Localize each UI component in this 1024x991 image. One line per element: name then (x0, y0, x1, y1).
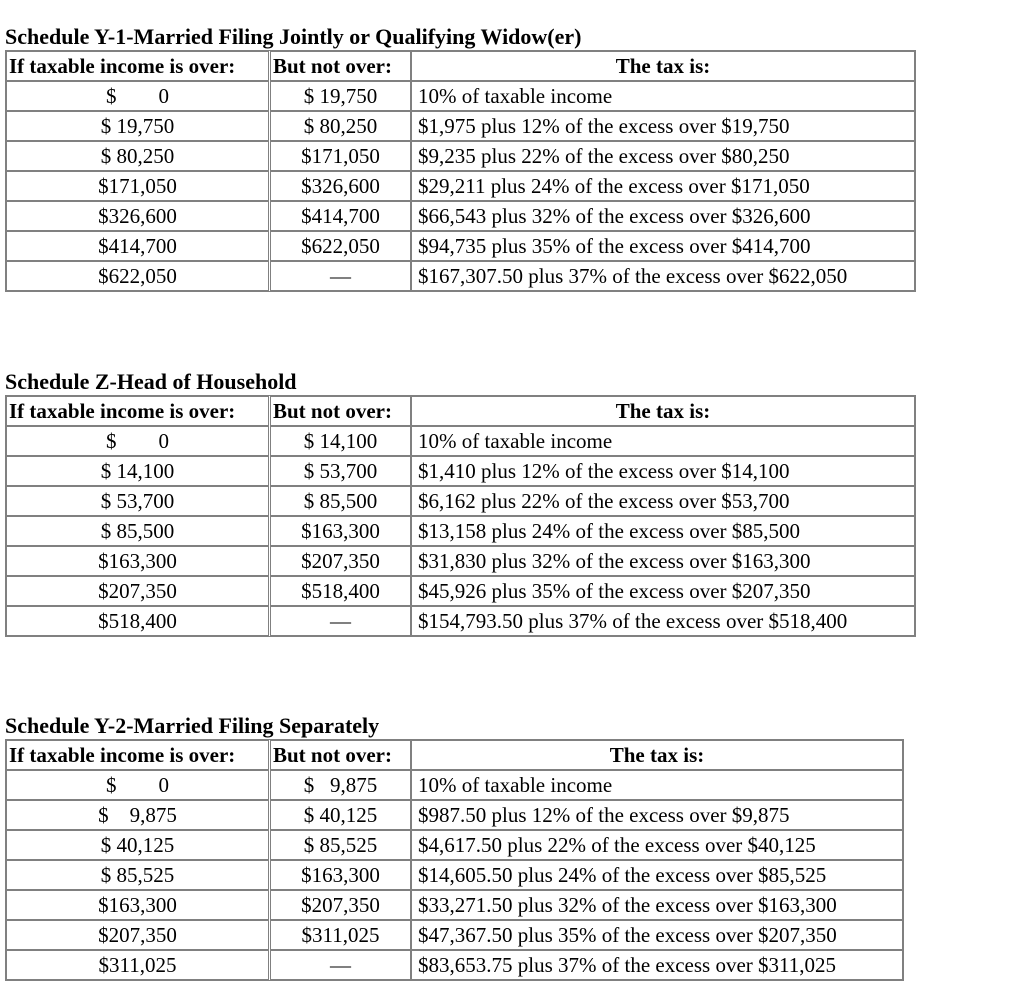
row-not-over: $163,300 (270, 860, 411, 890)
row-tax: $45,926 plus 35% of the excess over $207,350 (411, 576, 915, 606)
schedule-title: Schedule Y-1-Married Filing Jointly or Qualifying Widow(er) (5, 24, 582, 49)
header-tax: The tax is: (411, 740, 903, 770)
row-not-over: $163,300 (270, 516, 411, 546)
row-tax: $14,605.50 plus 24% of the excess over $85,525 (411, 860, 903, 890)
row-tax: $4,617.50 plus 22% of the excess over $40,125 (411, 830, 903, 860)
row-not-over: — (270, 261, 411, 291)
row-over: $ 0 (6, 426, 269, 456)
schedule-y2 (5, 713, 904, 981)
header-not-over: But not over: (270, 396, 411, 426)
row-not-over: $ 19,750 (270, 81, 411, 111)
header-over: If taxable income is over: (6, 396, 269, 426)
row-tax: 10% of taxable income (411, 81, 915, 111)
row-not-over: $ 53,700 (270, 456, 411, 486)
row-over: $207,350 (6, 920, 269, 950)
row-tax: $33,271.50 plus 32% of the excess over $163,300 (411, 890, 903, 920)
row-over: $171,050 (6, 171, 269, 201)
row-tax: $154,793.50 plus 37% of the excess over $518,400 (411, 606, 915, 636)
row-tax: $1,410 plus 12% of the excess over $14,100 (411, 456, 915, 486)
row-not-over: $622,050 (270, 231, 411, 261)
row-over: $ 0 (6, 81, 269, 111)
row-not-over: $ 40,125 (270, 800, 411, 830)
schedule-z (5, 369, 916, 637)
row-not-over: $518,400 (270, 576, 411, 606)
header-tax: The tax is: (411, 51, 915, 81)
row-tax: $6,162 plus 22% of the excess over $53,700 (411, 486, 915, 516)
row-over: $518,400 (6, 606, 269, 636)
row-over: $ 9,875 (6, 800, 269, 830)
schedule-y1 (5, 24, 916, 292)
row-tax: $9,235 plus 22% of the excess over $80,250 (411, 141, 915, 171)
schedule-title: Schedule Z-Head of Household (5, 369, 297, 394)
schedule-title: Schedule Y-2-Married Filing Separately (5, 713, 380, 738)
row-over: $ 19,750 (6, 111, 269, 141)
row-over: $ 85,500 (6, 516, 269, 546)
row-tax: $47,367.50 plus 35% of the excess over $207,350 (411, 920, 903, 950)
row-over: $414,700 (6, 231, 269, 261)
row-not-over: $311,025 (270, 920, 411, 950)
row-not-over: — (270, 606, 411, 636)
row-over: $311,025 (6, 950, 269, 980)
tax-table (5, 739, 904, 981)
row-tax: $29,211 plus 24% of the excess over $171,050 (411, 171, 915, 201)
tax-table (5, 50, 916, 292)
row-not-over: $207,350 (270, 890, 411, 920)
header-over: If taxable income is over: (6, 740, 269, 770)
row-tax: $987.50 plus 12% of the excess over $9,875 (411, 800, 903, 830)
row-not-over: $ 80,250 (270, 111, 411, 141)
tax-table (5, 395, 916, 637)
row-not-over: $ 85,500 (270, 486, 411, 516)
header-over: If taxable income is over: (6, 51, 269, 81)
row-not-over: $207,350 (270, 546, 411, 576)
row-not-over: $ 14,100 (270, 426, 411, 456)
row-over: $163,300 (6, 890, 269, 920)
row-tax: $13,158 plus 24% of the excess over $85,500 (411, 516, 915, 546)
row-over: $ 14,100 (6, 456, 269, 486)
row-over: $622,050 (6, 261, 269, 291)
row-not-over: $414,700 (270, 201, 411, 231)
row-over: $ 53,700 (6, 486, 269, 516)
row-not-over: $171,050 (270, 141, 411, 171)
row-not-over: $ 85,525 (270, 830, 411, 860)
row-over: $ 0 (6, 770, 269, 800)
row-not-over: $ 9,875 (270, 770, 411, 800)
row-over: $163,300 (6, 546, 269, 576)
row-over: $326,600 (6, 201, 269, 231)
header-not-over: But not over: (270, 740, 411, 770)
row-tax: $66,543 plus 32% of the excess over $326,600 (411, 201, 915, 231)
row-over: $ 85,525 (6, 860, 269, 890)
row-tax: $31,830 plus 32% of the excess over $163,300 (411, 546, 915, 576)
row-tax: 10% of taxable income (411, 426, 915, 456)
row-tax: $83,653.75 plus 37% of the excess over $311,025 (411, 950, 903, 980)
row-over: $207,350 (6, 576, 269, 606)
row-not-over: — (270, 950, 411, 980)
row-tax: 10% of taxable income (411, 770, 903, 800)
row-tax: $167,307.50 plus 37% of the excess over $622,050 (411, 261, 915, 291)
header-tax: The tax is: (411, 396, 915, 426)
row-not-over: $326,600 (270, 171, 411, 201)
row-tax: $94,735 plus 35% of the excess over $414,700 (411, 231, 915, 261)
row-over: $ 40,125 (6, 830, 269, 860)
row-over: $ 80,250 (6, 141, 269, 171)
header-not-over: But not over: (270, 51, 411, 81)
row-tax: $1,975 plus 12% of the excess over $19,750 (411, 111, 915, 141)
